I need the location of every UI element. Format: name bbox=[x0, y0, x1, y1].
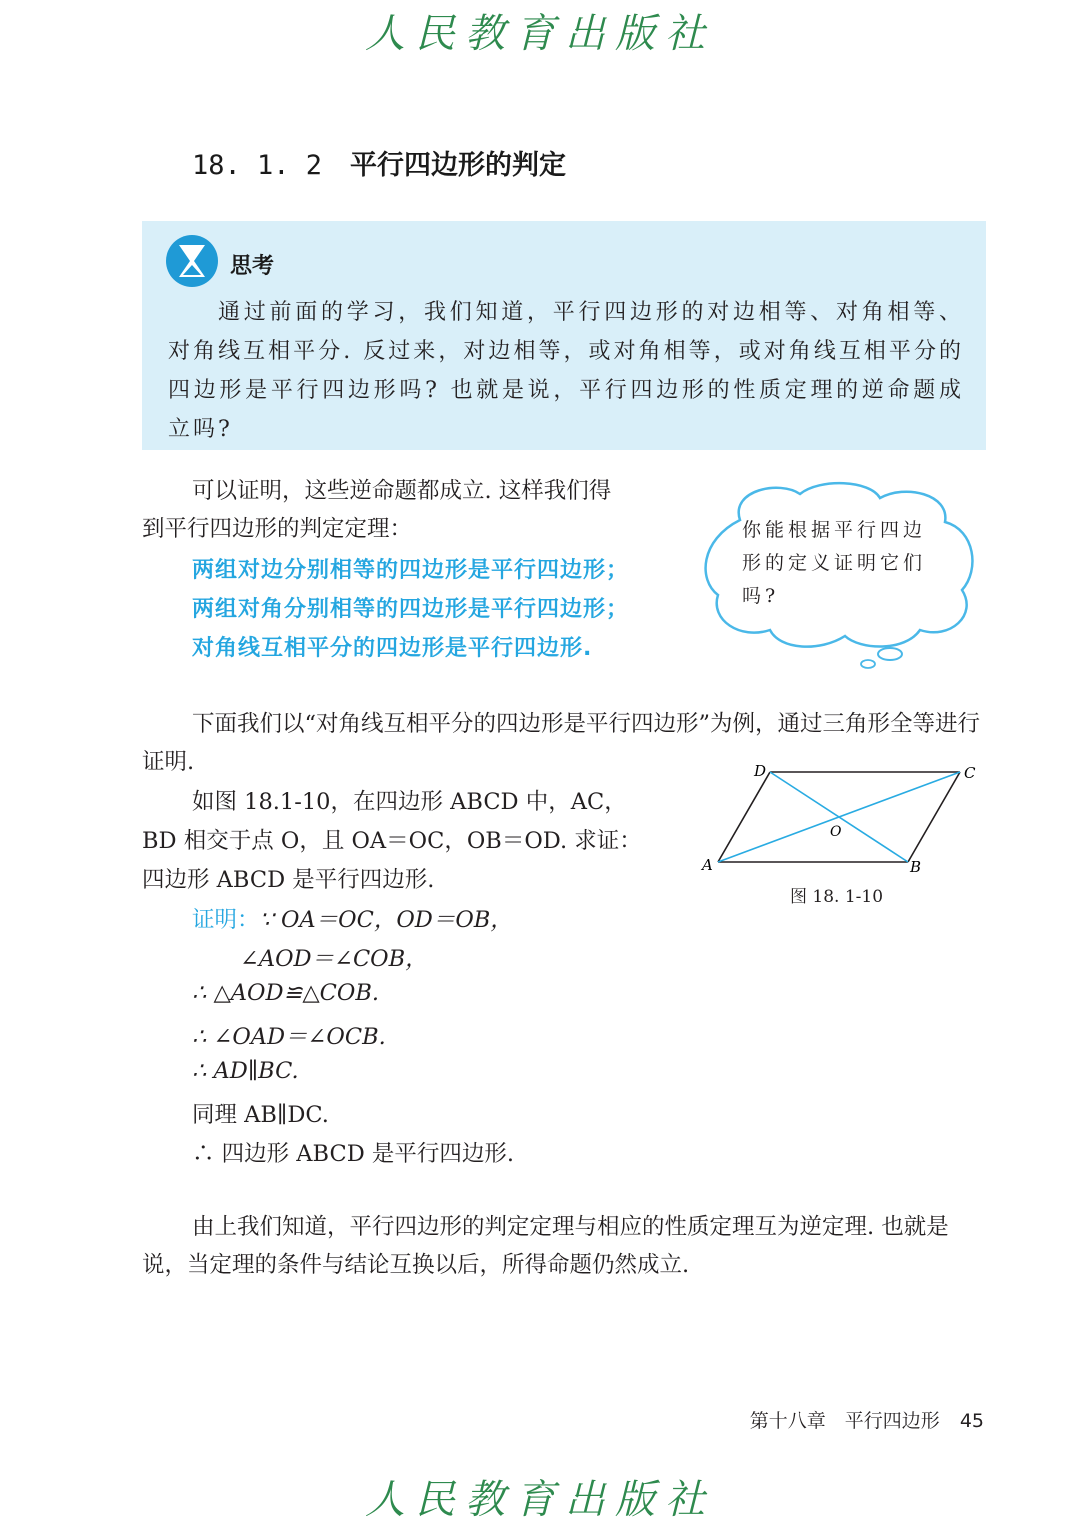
label-b: B bbox=[910, 858, 922, 876]
diagonal-bd bbox=[770, 772, 908, 862]
proof-line-5: ∴ AD∥BC. bbox=[192, 1058, 299, 1084]
section-name: 平行四边形的判定 bbox=[350, 150, 567, 181]
chapter-title: 第十八章 平行四边形 bbox=[749, 1410, 940, 1432]
publisher-logo-top: 人民教育出版社 bbox=[365, 11, 715, 57]
theorem-1: 两组对边分别相等的四边形是平行四边形； bbox=[192, 558, 630, 583]
publisher-logo-bottom: 人民教育出版社 bbox=[365, 1477, 715, 1523]
parallelogram-figure bbox=[698, 760, 988, 880]
think-text: 通过前面的学习，我们知道，平行四边形的对边相等、对角相等、对角线互相平分. 反过来，对边相等，或对角相等，或对角线互相平分的四边形是平行四边形吗? 也就是说，平行四边形的性质定理的逆命题成立吗? bbox=[168, 300, 964, 442]
hourglass-icon bbox=[166, 235, 218, 287]
problem-line-3: 四边形 ABCD 是平行四边形. bbox=[142, 867, 435, 893]
proof-line-3: ∴ △AOD≌△COB. bbox=[192, 980, 380, 1006]
page-footer bbox=[750, 1406, 984, 1433]
proof-label: 证明： bbox=[192, 907, 260, 933]
section-title bbox=[192, 143, 566, 182]
conclusion: 由上我们知道，平行四边形的判定定理与相应的性质定理互为逆定理. 也就是说，当定理的条件与结论互换以后，所得命题仍然成立. bbox=[142, 1214, 949, 1278]
proof-line-4: ∴ ∠OAD＝∠OCB. bbox=[192, 1024, 386, 1050]
proof-line-6: 同理 AB∥DC. bbox=[192, 1102, 329, 1128]
example-intro: 下面我们以“对角线互相平分的四边形是平行四边形”为例，通过三角形全等进行证明. bbox=[142, 711, 981, 775]
think-box bbox=[142, 221, 986, 450]
problem-line-1: 如图 18.1-10，在四边形 ABCD 中，AC， bbox=[192, 789, 627, 815]
think-heading: 思考 bbox=[230, 254, 275, 279]
section-number: 18. 1. 2 bbox=[192, 150, 323, 181]
intro-line-1: 可以证明，这些逆命题都成立. 这样我们得 bbox=[192, 478, 612, 504]
cloud-text: 你能根据平行四边形的定义证明它们吗? bbox=[742, 519, 927, 607]
label-c: C bbox=[964, 764, 976, 782]
label-a: A bbox=[702, 856, 713, 874]
proof-line-7: ∴ 四边形 ABCD 是平行四边形. bbox=[192, 1141, 515, 1167]
problem-line-2: BD 相交于点 O，且 OA＝OC，OB＝OD. 求证： bbox=[142, 828, 642, 854]
theorem-3: 对角线互相平分的四边形是平行四边形. bbox=[192, 636, 593, 661]
proof-step: ∵ OA＝OC，OD＝OB， bbox=[259, 907, 513, 933]
label-o: O bbox=[830, 824, 842, 840]
proof-line-2: ∠AOD＝∠COB， bbox=[240, 946, 428, 972]
label-d: D bbox=[754, 762, 767, 780]
intro-line-2: 到平行四边形的判定定理： bbox=[142, 516, 413, 542]
page-number: 45 bbox=[959, 1410, 984, 1432]
figure-caption: 图 18. 1-10 bbox=[790, 887, 884, 907]
proof-line-1 bbox=[192, 902, 513, 934]
theorem-2: 两组对角分别相等的四边形是平行四边形； bbox=[192, 597, 630, 622]
